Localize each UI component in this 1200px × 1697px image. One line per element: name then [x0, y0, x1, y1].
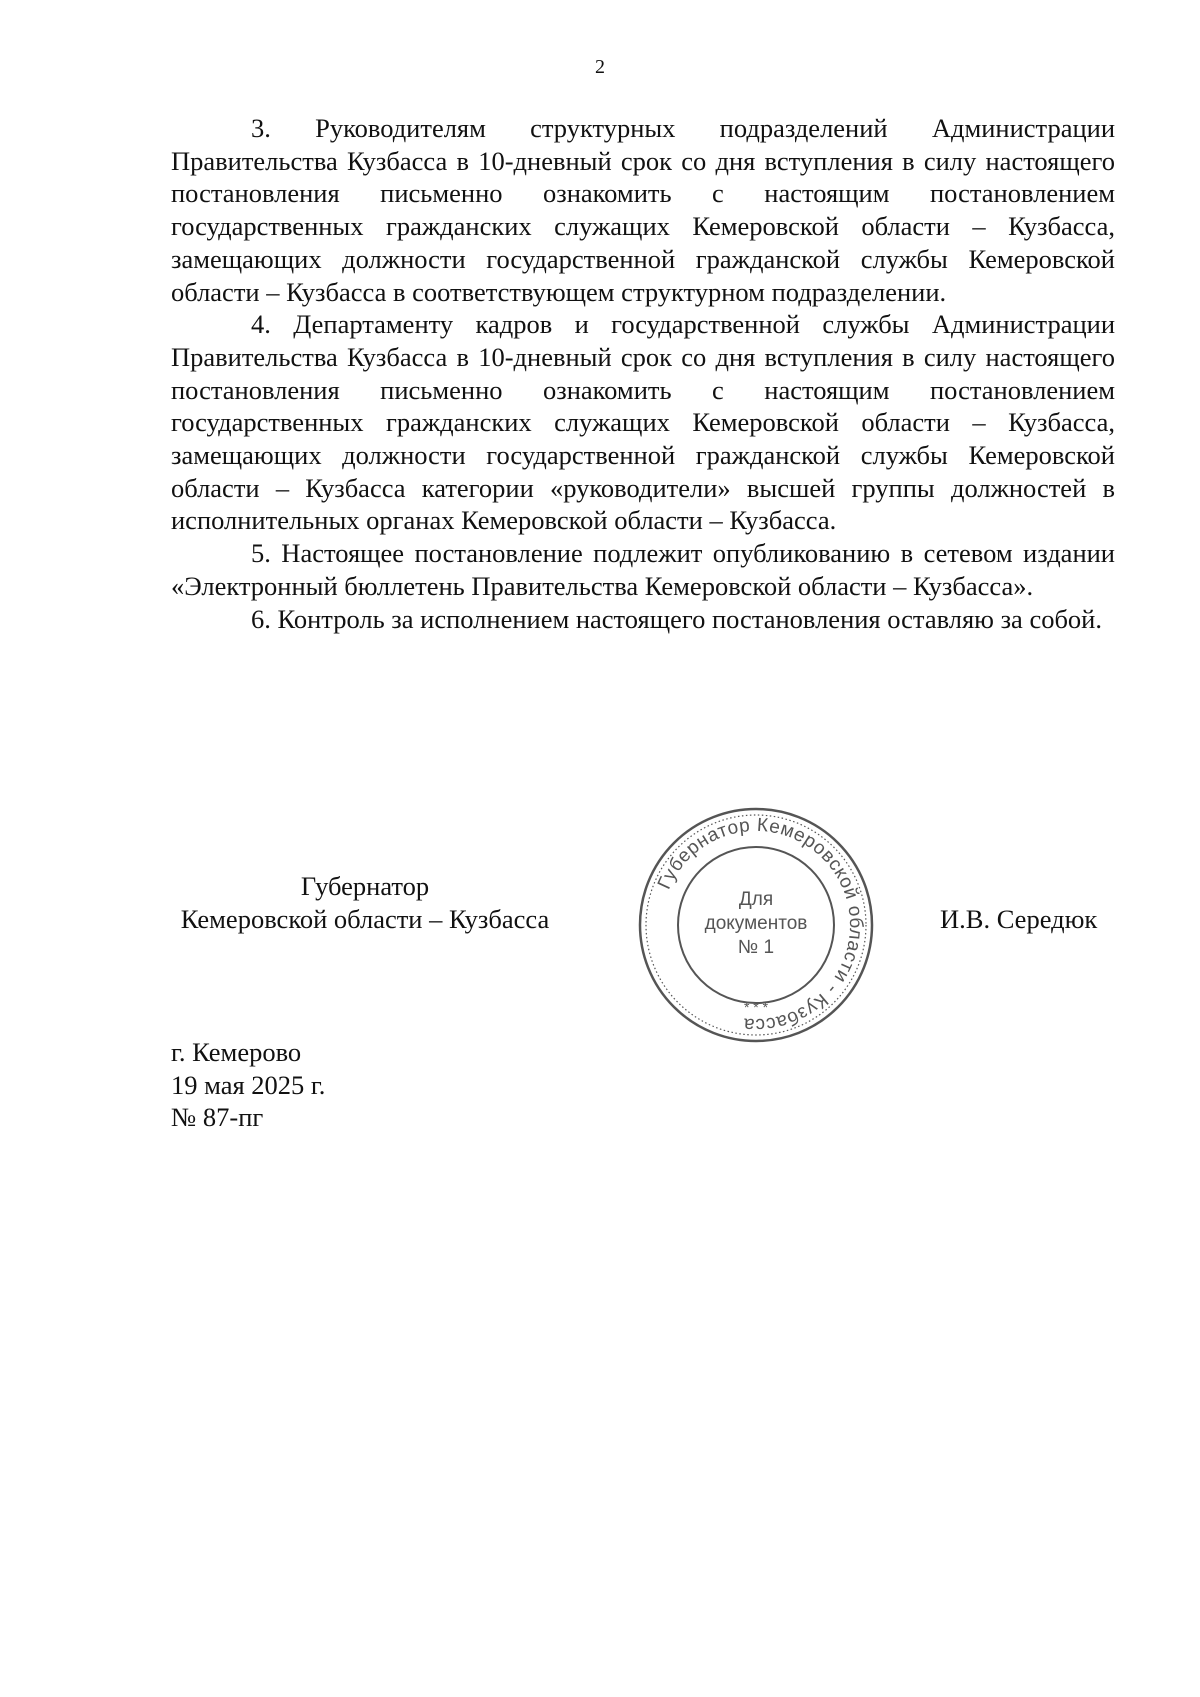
paragraph-6: 6. Контроль за исполнением настоящего постановления оставляю за собой.: [251, 603, 1102, 634]
seal-graphic: [636, 805, 876, 1045]
document-footer: [171, 1036, 325, 1134]
paragraph-5: 5. Настоящее постановление подлежит опубликованию в сетевом издании «Электронный бюллетень Правительства Кемеровской области – Кузбасса».: [171, 538, 1115, 601]
document-number: № 87-пг: [171, 1102, 264, 1132]
seal-stars: * * *: [743, 999, 769, 1015]
issue-date: 19 мая 2025 г.: [171, 1069, 326, 1100]
paragraph-3: 3. Руководителям структурных подразделений Администрации Правительства Кузбасса в 10-дневный срок со дня вступления в силу настоящего постановления письменно ознакомить с настоящим постановлением государственных гражданских служащих Кемеровской области – Кузбасса, замещающих должности государственной гражданской службы Кемеровской области – Кузбасса в соответствующем структурном подразделении.: [171, 113, 1115, 307]
seal-center-line-3: № 1: [737, 937, 775, 958]
seal-center-line-2: документов: [704, 913, 808, 934]
official-seal: [636, 805, 876, 1045]
signatory-title-line-1: Губернатор: [300, 871, 430, 901]
seal-ring-text: Губернатор Кемеровской области - Кузбасса: [653, 814, 867, 1036]
signatory-title: [150, 870, 580, 936]
issue-city: г. Кемерово: [171, 1037, 302, 1067]
page-number: 2: [595, 56, 605, 78]
seal-center-line-1: Для: [738, 889, 774, 910]
signatory-name: И.В. Середюк: [940, 904, 1098, 934]
document-body: [171, 112, 1115, 635]
signatory-title-line-2: Кемеровской области – Кузбасса: [180, 904, 550, 934]
paragraph-4: 4. Департаменту кадров и государственной службы Администрации Правительства Кузбасса в 10-дневный срок со дня вступления в силу настоящего постановления письменно ознакомить с настоящим постановлением государственных гражданских служащих Кемеровской области – Кузбасса, замещающих должности государственной гражданской службы Кемеровской области – Кузбасса категории «руководители» высшей группы должностей в исполнительных органах Кемеровской области – Кузбасса.: [171, 309, 1115, 536]
